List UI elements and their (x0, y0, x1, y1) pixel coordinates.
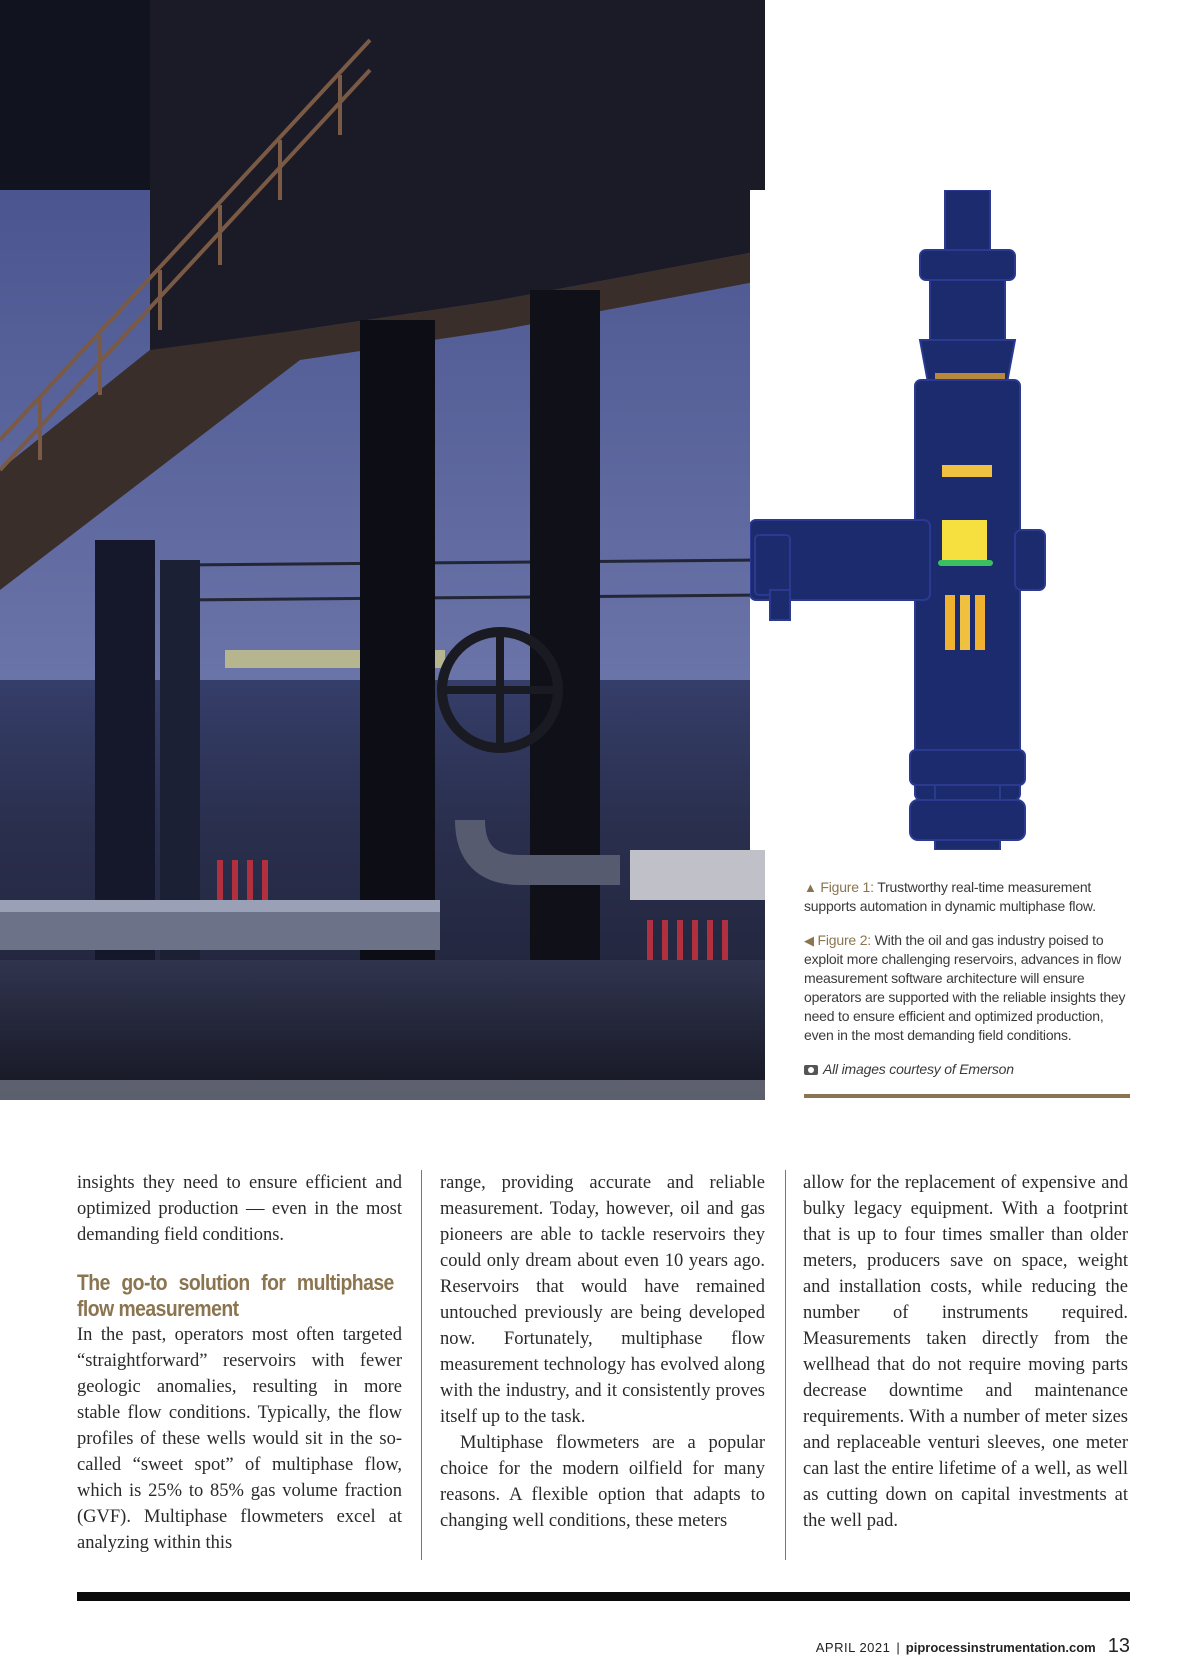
flowmeter-illustration (750, 190, 1080, 850)
industrial-scene-illustration (0, 0, 765, 1100)
footer-rule (77, 1592, 1130, 1601)
footer-separator: | (896, 1640, 900, 1655)
column-divider-2 (785, 1170, 786, 1560)
camera-icon (804, 1065, 818, 1075)
figure-captions (804, 878, 1130, 1094)
figure-1-text: Trustworthy real-time measurement supports automation in dynamic multiphase flow. (804, 879, 1096, 914)
caption-divider (804, 1094, 1130, 1098)
issue-date: APRIL 2021 (815, 1640, 891, 1655)
publication-url[interactable]: piprocessinstrumentation.com (905, 1640, 1096, 1655)
section-heading: The go-to solution for multiphase flow measurement (77, 1270, 394, 1321)
figure-2-label: Figure 2: (817, 932, 871, 948)
article-column-1 (77, 1170, 402, 1556)
triangle-up-icon: ▲ (804, 880, 817, 895)
page-number: 13 (1107, 1635, 1130, 1657)
column-2-paragraph-1: range, providing accurate and reliable measurement. Today, however, oil and gas pioneers are able to tackle reservoirs they could only dream about even 10 years ago. Reservoirs that would have remained untouched previously are being developed now. Fortunately, multiphase flow measurement technology has evolved along with the industry, and it consistently proves itself up to the task. (440, 1173, 765, 1427)
hero-photo (0, 0, 765, 1100)
page-footer (816, 1635, 1130, 1658)
image-credit-text: All images courtesy of Emerson (823, 1061, 1014, 1077)
figure-1-label: Figure 1: (820, 879, 874, 895)
figure-2-text: With the oil and gas industry poised to exploit more challenging reservoirs, advances in flow measurement software architecture will ensure operators are supported with the reliable insights they need to ensure efficient and optimized production, even in the most demanding field conditions. (804, 932, 1126, 1043)
column-divider-1 (421, 1170, 422, 1560)
triangle-left-icon: ◀ (804, 933, 814, 948)
article-column-2 (440, 1170, 765, 1534)
figure-1-caption (804, 878, 1130, 916)
figure-2-caption (804, 931, 1130, 1045)
article-column-3 (803, 1170, 1128, 1534)
column-1-body: In the past, operators most often targeted “straightforward” reservoirs with fewer geologic anomalies, resulting in more stable flow conditions. Typically, the flow profiles of these wells would sit in the so-called “sweet spot” of multiphase flow, which is 25% to 85% gas volume fraction (GVF). Multiphase flowmeters excel at analyzing within this (77, 1325, 402, 1553)
column-1-intro: insights they need to ensure efficient and optimized production — even in the most demanding field conditions. (77, 1173, 402, 1245)
flowmeter-diagram (750, 190, 1080, 850)
column-2-paragraph-2: Multiphase flowmeters are a popular choice for the modern oilfield for many reasons. A flexible option that adapts to changing well conditions, these meters (440, 1433, 765, 1531)
image-credit (804, 1060, 1130, 1079)
column-3-paragraph-1: allow for the replacement of expensive and bulky legacy equipment. With a footprint that is up to four times smaller than older meters, producers save on space, weight and installation costs, while reducing the number of instruments required. Measurements taken directly from the wellhead that do not require moving parts decrease downtime and maintenance requirements. With a number of meter sizes and replaceable venturi sleeves, one meter can last the entire lifetime of a well, as well as cutting down on capital investments at the well pad. (803, 1173, 1128, 1531)
